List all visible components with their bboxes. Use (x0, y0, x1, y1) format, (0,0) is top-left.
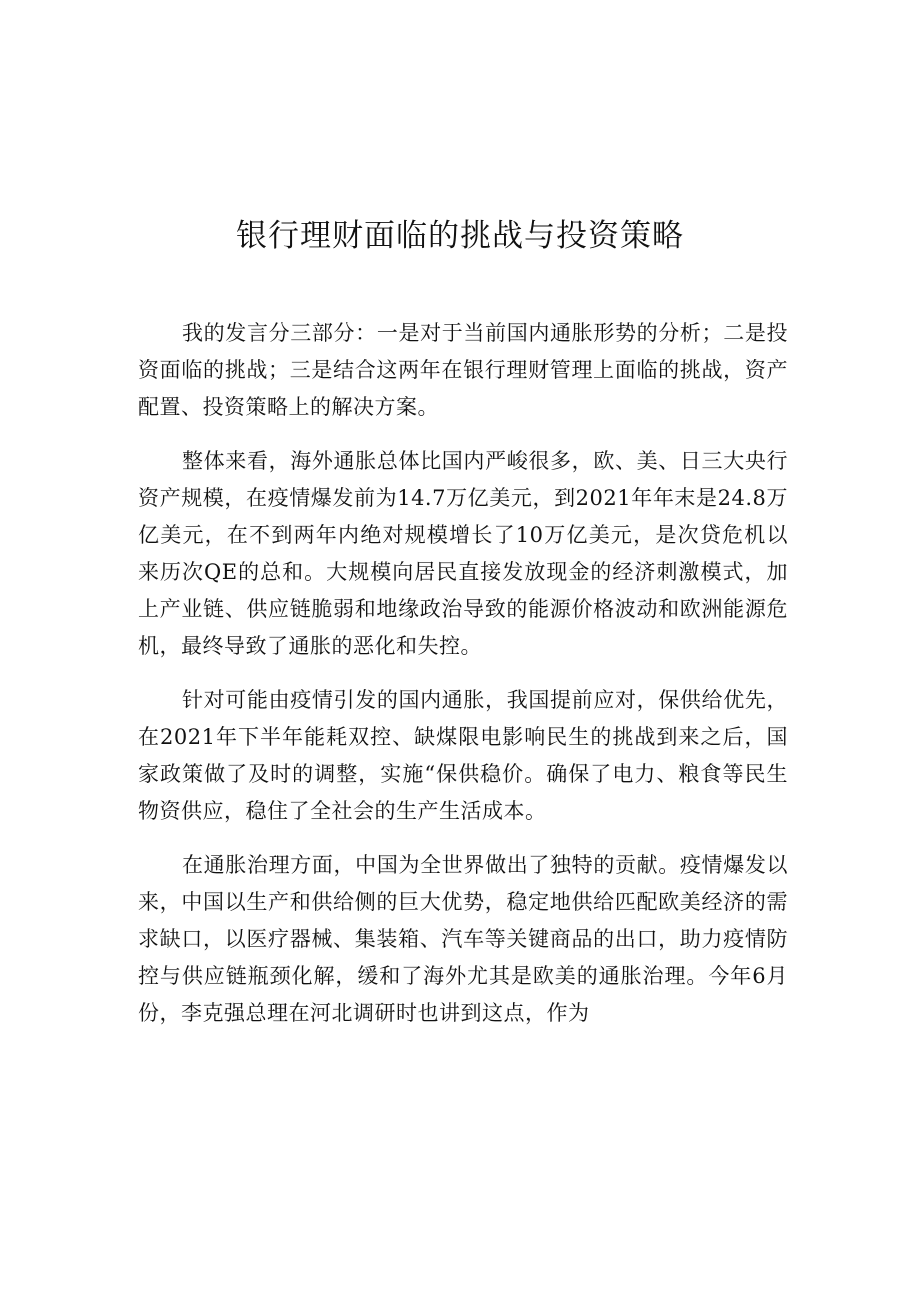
paragraph-china-contribution: 在通胀治理方面，中国为全世界做出了独特的贡献。疫情爆发以来，中国以生产和供给侧的巨大优势，稳定地供给匹配欧美经济的需求缺口，以医疗器械、集装箱、汽车等关键商品的出口，助力疫情防控与供应链瓶颈化解，缓和了海外尤其是欧美的通胀治理。今年6月份，李克强总理在河北调研时也讲到这点，作为 (138, 853, 788, 1025)
paragraph-domestic-response: 针对可能由疫情引发的国内通胀，我国提前应对，保供给优先，在2021年下半年能耗双控、缺煤限电影响民生的挑战到来之后，国家政策做了及时的调整，实施“保供稳价。确保了电力、粮食等民生物资供应，稳住了全社会的生产生活成本。 (138, 688, 788, 823)
document-title: 银行理财面临的挑战与投资策略 (236, 218, 684, 254)
paragraph-intro: 我的发言分三部分：一是对于当前国内通胀形势的分析；二是投资面临的挑战；三是结合这两年在银行理财管理上面临的挑战，资产配置、投资策略上的解决方案。 (138, 321, 788, 419)
document-body (138, 315, 788, 1049)
paragraph-overseas-inflation: 整体来看，海外通胀总体比国内严峻很多，欧、美、日三大央行资产规模，在疫情爆发前为14.7万亿美元，到2021年年末是24.8万亿美元，在不到两年内绝对规模增长了10万亿美元，是次贷危机以来历次QE的总和。大规模向居民直接发放现金的经济刺激模式，加上产业链、供应链脆弱和地缘政治导致的能源价格波动和欧洲能源危机，最终导致了通胀的恶化和失控。 (138, 449, 788, 658)
